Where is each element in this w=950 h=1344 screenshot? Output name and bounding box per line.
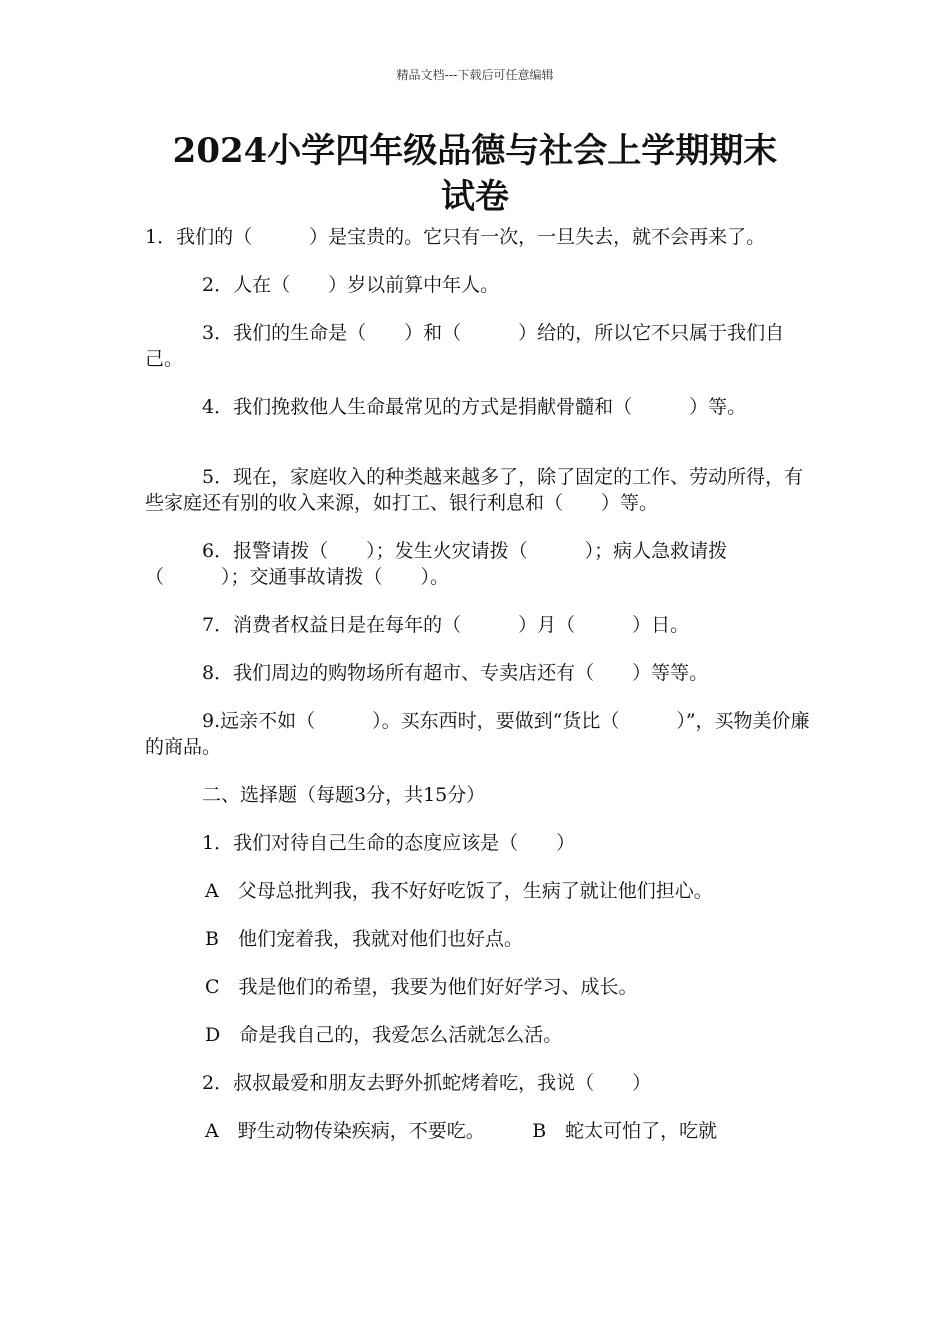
choice-2-options-ab: A 野生动物传染疾病，不要吃。 B 蛇太可怕了，吃就: [205, 1120, 718, 1142]
page-header-note: 精品文档---下载后可任意编辑: [396, 68, 554, 82]
question-6: 6．报警请拨（ ）；发生火灾请拨（ ）；病人急救请拨（ ）；交通事故请拨（ ）。: [145, 540, 728, 588]
question-2: 2．人在（ ）岁以前算中年人。: [202, 274, 500, 296]
question-7: 7．消费者权益日是在每年的（ ）月（ ）日。: [202, 614, 690, 636]
question-3: 3．我们的生命是（ ）和（ ）给的，所以它不只属于我们自己。: [145, 322, 785, 370]
question-4: 4．我们挽救他人生命最常见的方式是捐献骨髓和（ ）等。: [202, 396, 747, 418]
document-title: [120, 128, 830, 220]
question-1: 1．我们的（ ）是宝贵的。它只有一次，一旦失去，就不会再来了。: [145, 226, 766, 248]
choice-1-option-b: B 他们宠着我，我就对他们也好点。: [205, 928, 523, 950]
title-line-1: 2024小学四年级品德与社会上学期期末: [172, 131, 778, 171]
choice-question-2: 2．叔叔最爱和朋友去野外抓蛇烤着吃，我说（ ）: [202, 1072, 652, 1094]
choice-1-option-c: C 我是他们的希望，我要为他们好好学习、成长。: [205, 976, 638, 998]
question-9: 9.远亲不如（ ）。买东西时，要做到“货比（ ）”，买物美价廉的商品。: [145, 710, 810, 758]
title-line-2: 试卷: [441, 177, 509, 217]
choice-question-1: 1．我们对待自己生命的态度应该是（ ）: [202, 832, 576, 854]
section-2-heading: 二、选择题（每题3分，共15分）: [202, 784, 486, 806]
question-8: 8．我们周边的购物场所有超市、专卖店还有（ ）等等。: [202, 662, 709, 684]
question-5: 5．现在，家庭收入的种类越来越多了，除了固定的工作、劳动所得，有些家庭还有别的收入来源，如打工、银行利息和（ ）等。: [145, 466, 804, 514]
choice-1-option-d: D 命是我自己的，我爱怎么活就怎么活。: [205, 1024, 563, 1046]
exam-content: [145, 224, 810, 1144]
choice-1-option-a: A 父母总批判我，我不好好吃饭了，生病了就让他们担心。: [205, 880, 713, 902]
